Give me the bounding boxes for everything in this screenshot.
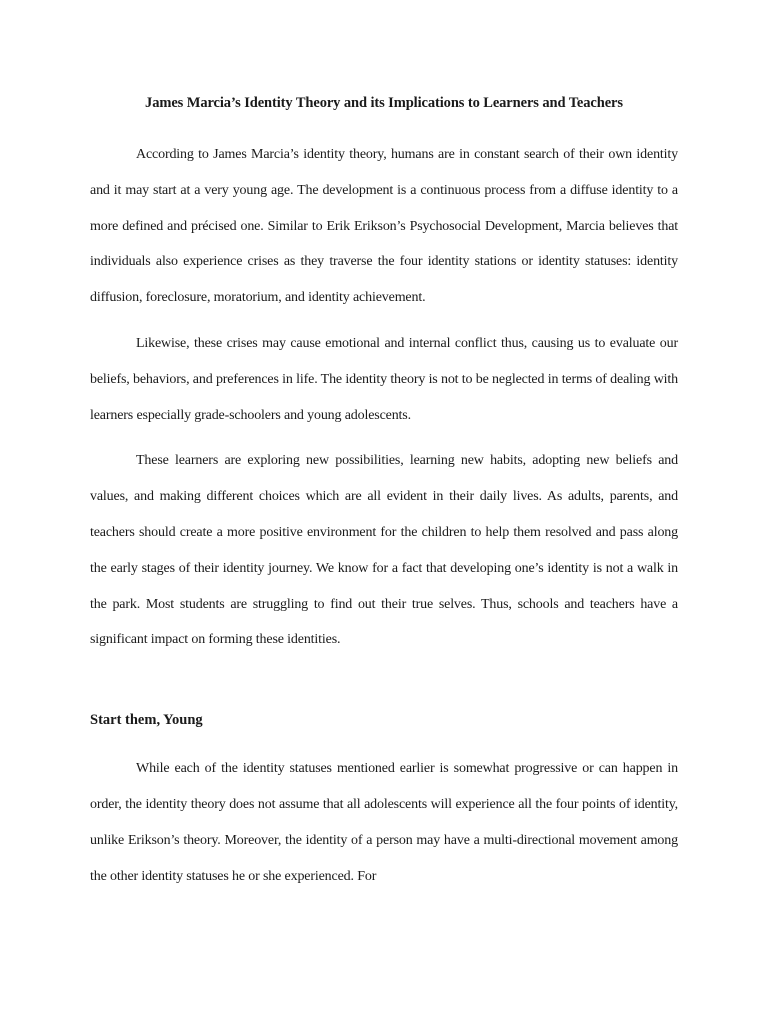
- document-title: James Marcia’s Identity Theory and its Implications to Learners and Teachers: [145, 95, 623, 111]
- paragraph-intro: According to James Marcia’s identity theory, humans are in constant search of their own identity and it may start at a very young age. The development is a continuous process from a diffuse identity to a more defined and précised one. Similar to Erik Erikson’s Psychosocial Development, Marcia believes that individuals also experience crises as they traverse the four identity stations or identity statuses: identity diffusion, foreclosure, moratorium, and identity achievement.: [90, 147, 678, 306]
- paragraph-crises: Likewise, these crises may cause emotional and internal conflict thus, causing us to evaluate our beliefs, behaviors, and preferences in life. The identity theory is not to be neglected in terms of dealing with learners especially grade-schoolers and young adolescents.: [90, 335, 678, 423]
- document-body: [90, 92, 678, 894]
- paragraph-statuses: While each of the identity statuses mentioned earlier is somewhat progressive or can happen in order, the identity theory does not assume that all adolescents will experience all the four points of identity, unlike Erikson’s theory. Moreover, the identity of a person may have a multi-directional movement among the other identity statuses he or she experienced. For: [90, 761, 678, 884]
- section-heading: Start them, Young: [90, 712, 203, 729]
- paragraph-learners: These learners are exploring new possibilities, learning new habits, adopting new beliefs and values, and making different choices which are all evident in their daily lives. As adults, parents, and teachers should create a more positive environment for the children to help them resolved and pass along the early stages of their identity journey. We know for a fact that developing one’s identity is not a walk in the park. Most students are struggling to find out their true selves. Thus, schools and teachers have a significant impact on forming these identities.: [90, 453, 678, 648]
